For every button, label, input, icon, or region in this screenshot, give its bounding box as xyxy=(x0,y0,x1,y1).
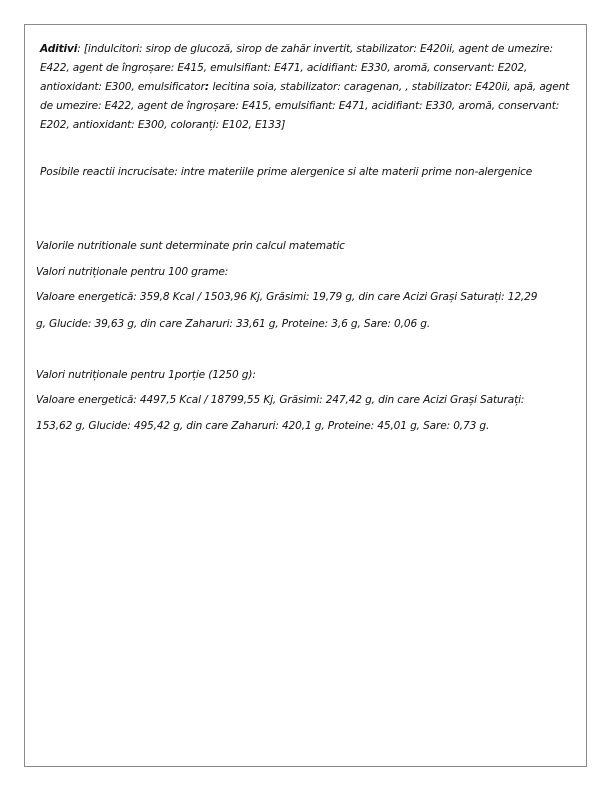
additives-separator: : xyxy=(77,43,84,55)
nutrition-method-note: Valorile nutritionale sunt determinate prin calcul matematic xyxy=(36,240,345,252)
nutrition-portion-line-1: Valoare energetică: 4497,5 Kcal / 18799,55 Kj, Grăsimi: 247,42 g, din care Acizi Grași Saturați: xyxy=(36,394,525,406)
nutrition-portion-heading: Valori nutriționale pentru 1porție (1250 g): xyxy=(36,369,256,381)
nutrition-portion-line-2: 153,62 g, Glucide: 495,42 g, din care Zaharuri: 420,1 g, Proteine: 45,01 g, Sare: 0,73 g. xyxy=(36,420,490,432)
additives-colon: : xyxy=(204,81,213,93)
nutrition-per100-heading: Valori nutriționale pentru 100 grame: xyxy=(36,266,229,278)
additives-text-part2: lecitina soia, stabilizator: caragenan, , stabilizator: E420ii, apă, agent de umezire: E422, agent de îngroșare: E415, emulsifiant: E471, acidifiant: E330, aromă, conservant: E202, antioxidant: E300, coloranți: E102, E133] xyxy=(40,81,570,131)
additives-paragraph xyxy=(40,40,570,135)
nutrition-per100-line-2: g, Glucide: 39,63 g, din care Zaharuri: 33,61 g, Proteine: 3,6 g, Sare: 0,06 g. xyxy=(36,318,431,330)
additives-label: Aditivi xyxy=(40,43,78,55)
cross-reactions-note: Posibile reactii incrucisate: intre materiile prime alergenice si alte materii prime non-alergenice xyxy=(40,166,533,178)
nutrition-per100-line-1: Valoare energetică: 359,8 Kcal / 1503,96 Kj, Grăsimi: 19,79 g, din care Acizi Grași Saturați: 12,29 xyxy=(36,291,538,303)
additives-text-part1: [indulcitori: sirop de glucoză, sirop de zahăr invertit, stabilizator: E420ii, agent de umezire: E422, agent de îngroșare: E415, emulsifiant: E471, acidifiant: E330, aromă, conservant: E202, antioxidant: E300, emulsificator xyxy=(40,43,553,93)
